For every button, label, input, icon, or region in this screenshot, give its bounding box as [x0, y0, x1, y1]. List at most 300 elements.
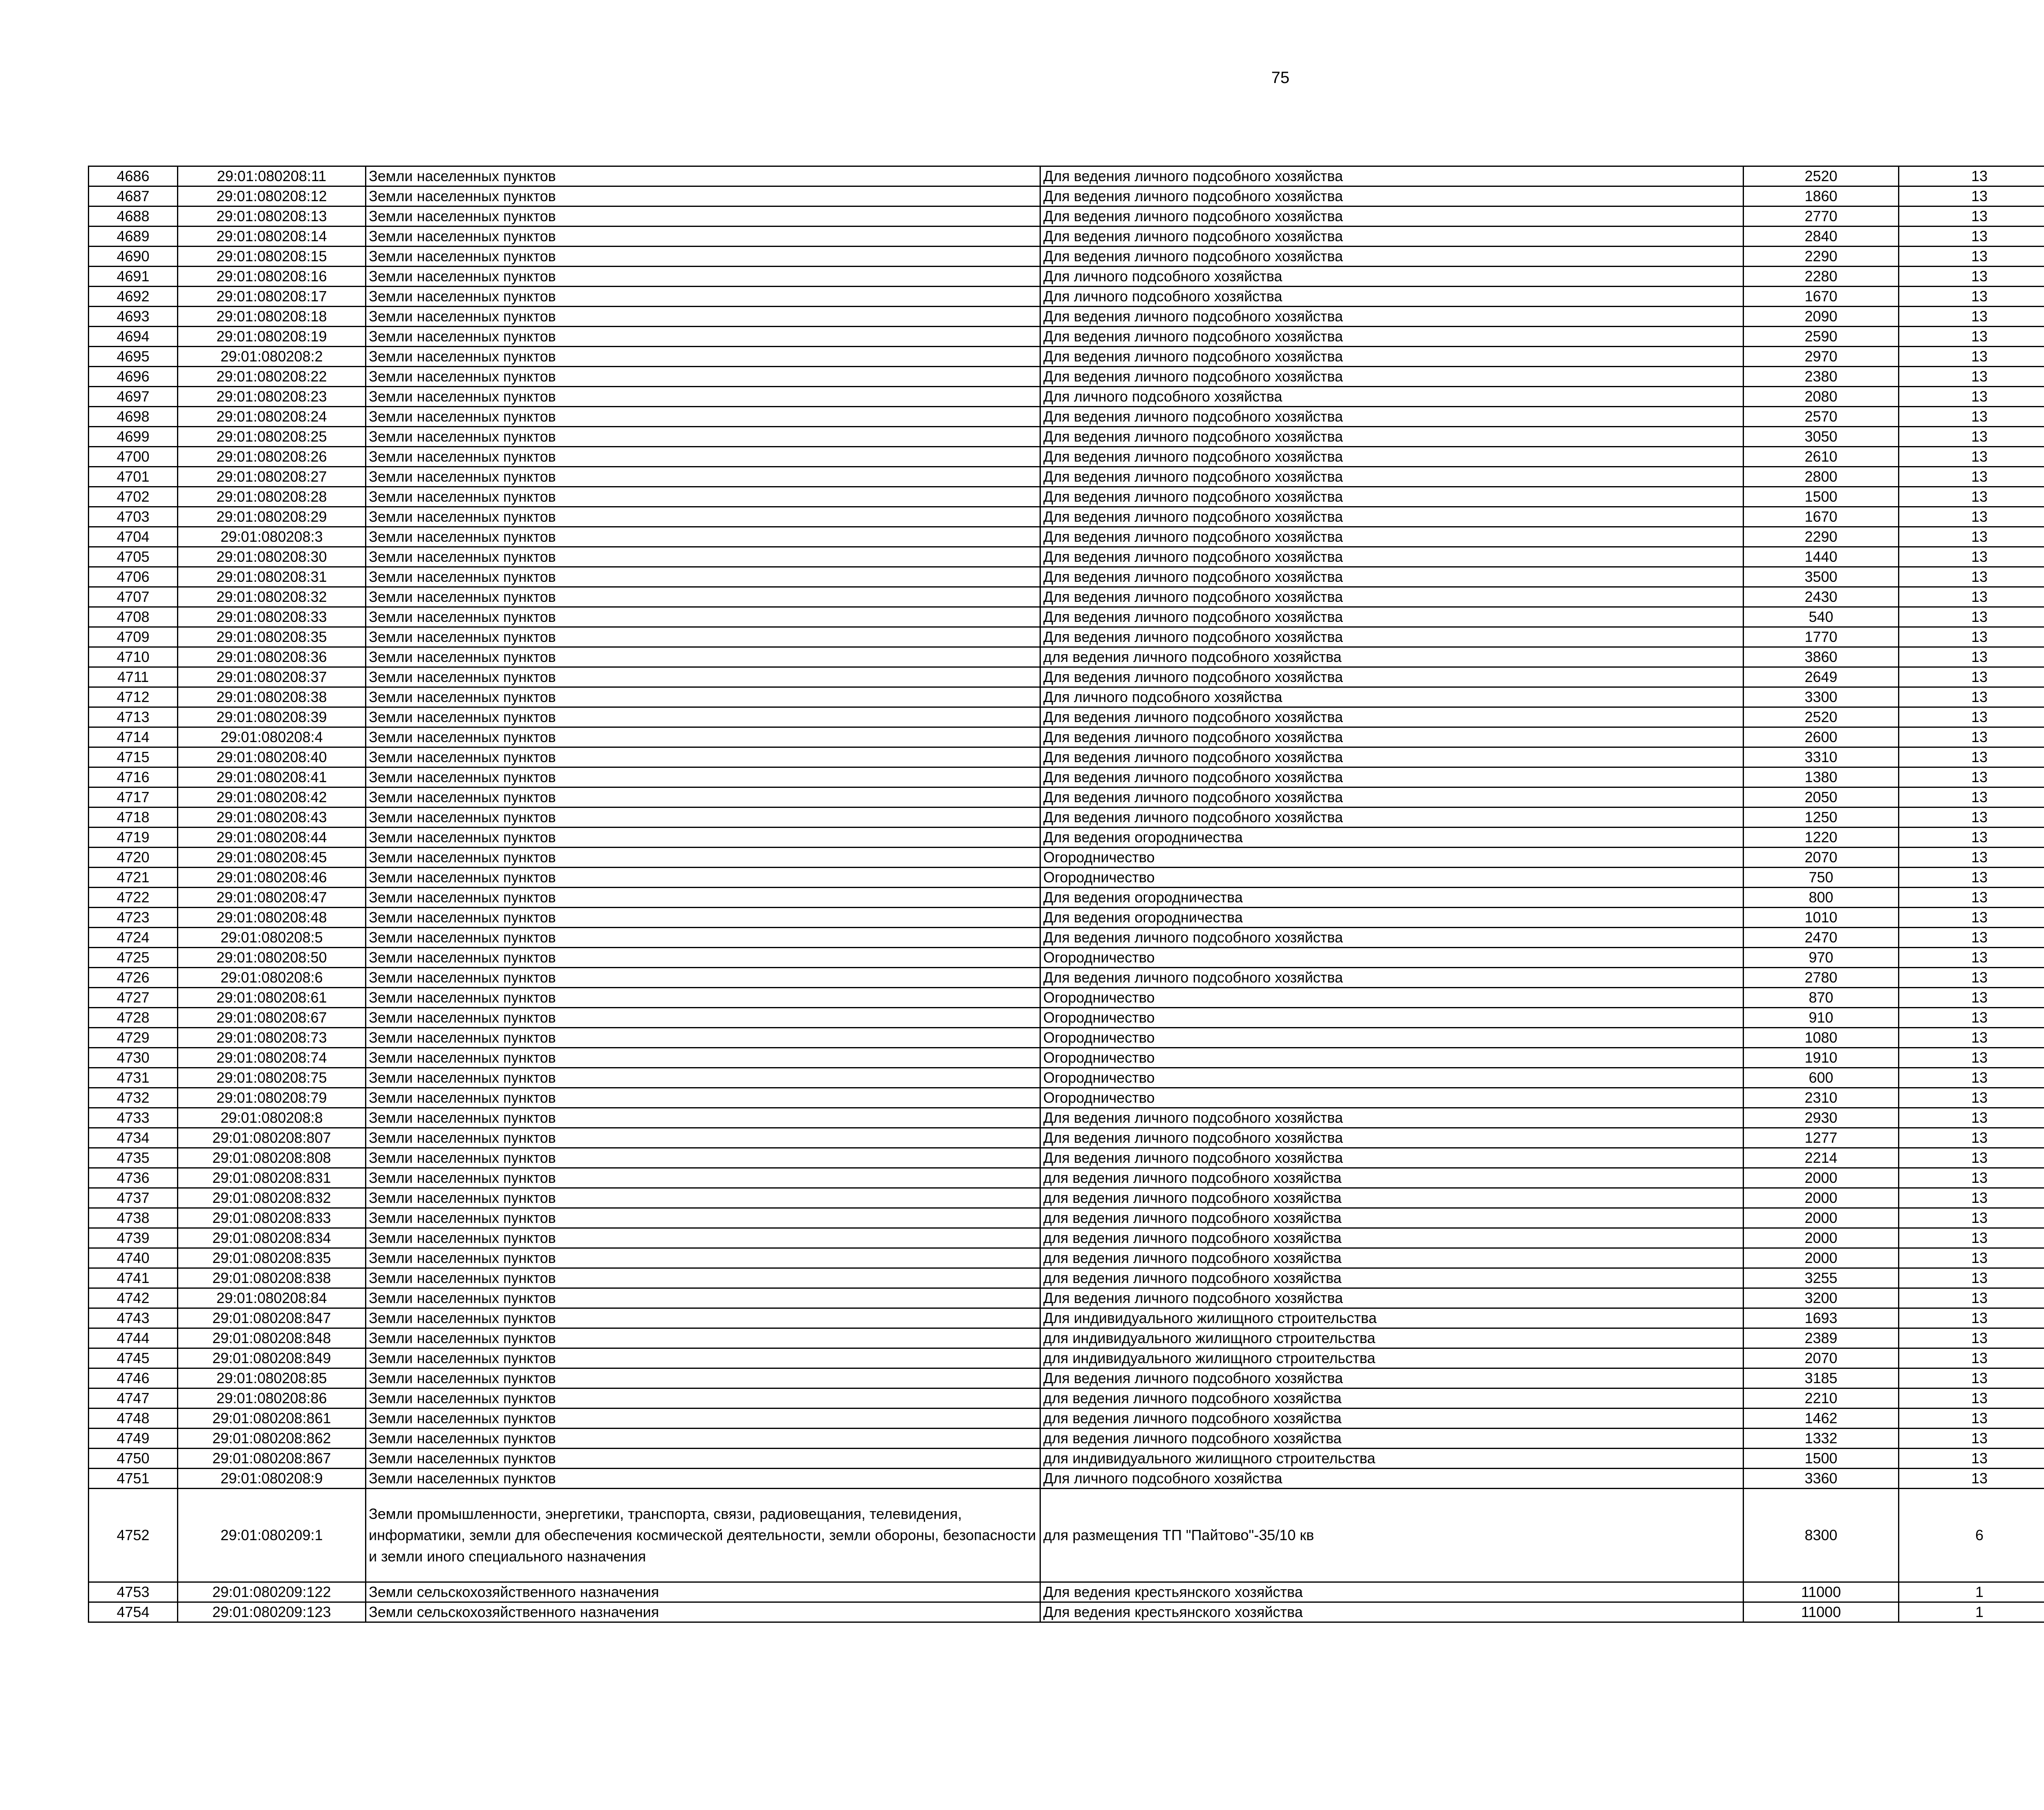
row-number-cell: 4709	[89, 627, 178, 647]
area-cell: 2380	[1744, 367, 1899, 387]
table-row	[89, 627, 2044, 647]
area-cell: 750	[1744, 868, 1899, 888]
table-row	[89, 787, 2044, 807]
table-row	[89, 407, 2044, 427]
area-cell: 910	[1744, 1008, 1899, 1028]
row-number-cell: 4708	[89, 607, 178, 627]
table-row	[89, 1429, 2044, 1449]
land-category-cell: Земли населенных пунктов	[366, 667, 1040, 687]
table-row	[89, 447, 2044, 467]
land-category-cell: Земли населенных пунктов	[366, 1168, 1040, 1188]
group-cell: 13	[1899, 1288, 2044, 1308]
area-cell: 2000	[1744, 1188, 1899, 1208]
row-number-cell: 4698	[89, 407, 178, 427]
cadastral-number-cell: 29:01:080208:79	[178, 1088, 366, 1108]
cadastral-number-cell: 29:01:080208:17	[178, 287, 366, 307]
row-number-cell: 4713	[89, 707, 178, 727]
row-number-cell: 4754	[89, 1602, 178, 1622]
table-row	[89, 1368, 2044, 1388]
permitted-use-cell: для индивидуального жилищного строительства	[1040, 1348, 1744, 1368]
cadastral-number-cell: 29:01:080208:3	[178, 527, 366, 547]
area-cell: 2000	[1744, 1248, 1899, 1268]
permitted-use-cell: Огородничество	[1040, 848, 1744, 868]
permitted-use-cell: Для ведения личного подсобного хозяйства	[1040, 607, 1744, 627]
table-row	[89, 647, 2044, 667]
permitted-use-cell: Для ведения личного подсобного хозяйства	[1040, 1108, 1744, 1128]
group-cell: 13	[1899, 747, 2044, 767]
row-number-cell: 4703	[89, 507, 178, 527]
table-row	[89, 347, 2044, 367]
group-cell: 13	[1899, 868, 2044, 888]
land-category-cell: Земли населенных пунктов	[366, 1368, 1040, 1388]
cadastral-number-cell: 29:01:080208:46	[178, 868, 366, 888]
land-category-cell: Земли населенных пунктов	[366, 948, 1040, 968]
row-number-cell: 4716	[89, 767, 178, 787]
area-cell: 2800	[1744, 467, 1899, 487]
cadastral-number-cell: 29:01:080208:35	[178, 627, 366, 647]
table-row	[89, 1108, 2044, 1128]
table-row	[89, 287, 2044, 307]
row-number-cell: 4700	[89, 447, 178, 467]
area-cell: 2840	[1744, 227, 1899, 247]
permitted-use-cell: Для ведения личного подсобного хозяйства	[1040, 1128, 1744, 1148]
table-row	[89, 247, 2044, 267]
permitted-use-cell: Для ведения личного подсобного хозяйства	[1040, 407, 1744, 427]
table-row	[89, 1582, 2044, 1602]
cadastral-number-cell: 29:01:080208:838	[178, 1268, 366, 1288]
group-cell: 13	[1899, 787, 2044, 807]
table-row	[89, 387, 2044, 407]
permitted-use-cell: для ведения личного подсобного хозяйства	[1040, 1228, 1744, 1248]
cadastral-number-cell: 29:01:080208:849	[178, 1348, 366, 1368]
cadastral-number-cell: 29:01:080208:862	[178, 1429, 366, 1449]
land-category-cell: Земли населенных пунктов	[366, 1008, 1040, 1028]
row-number-cell: 4747	[89, 1388, 178, 1409]
land-category-cell: Земли населенных пунктов	[366, 1449, 1040, 1469]
cadastral-number-cell: 29:01:080208:2	[178, 347, 366, 367]
group-cell: 13	[1899, 948, 2044, 968]
permitted-use-cell: Для ведения личного подсобного хозяйства	[1040, 667, 1744, 687]
row-number-cell: 4705	[89, 547, 178, 567]
area-cell: 600	[1744, 1068, 1899, 1088]
area-cell: 1670	[1744, 287, 1899, 307]
area-cell: 1080	[1744, 1028, 1899, 1048]
table-row	[89, 707, 2044, 727]
permitted-use-cell: Для ведения огородничества	[1040, 908, 1744, 928]
row-number-cell: 4707	[89, 587, 178, 607]
group-cell: 13	[1899, 587, 2044, 607]
table-row	[89, 667, 2044, 687]
table-row	[89, 467, 2044, 487]
table-row	[89, 367, 2044, 387]
row-number-cell: 4696	[89, 367, 178, 387]
row-number-cell: 4730	[89, 1048, 178, 1068]
group-cell: 13	[1899, 1248, 2044, 1268]
cadastral-number-cell: 29:01:080208:11	[178, 166, 366, 186]
land-category-cell: Земли населенных пунктов	[366, 828, 1040, 848]
group-cell: 13	[1899, 1028, 2044, 1048]
table-row	[89, 747, 2044, 767]
row-number-cell: 4720	[89, 848, 178, 868]
area-cell: 1277	[1744, 1128, 1899, 1148]
group-cell: 13	[1899, 267, 2044, 287]
row-number-cell: 4726	[89, 968, 178, 988]
land-category-cell: Земли населенных пунктов	[366, 1409, 1040, 1429]
permitted-use-cell: Для ведения огородничества	[1040, 828, 1744, 848]
cadastral-number-cell: 29:01:080208:50	[178, 948, 366, 968]
permitted-use-cell: Для ведения личного подсобного хозяйства	[1040, 347, 1744, 367]
cadastral-number-cell: 29:01:080208:861	[178, 1409, 366, 1429]
table-row	[89, 1602, 2044, 1622]
area-cell: 11000	[1744, 1602, 1899, 1622]
land-category-cell: Земли населенных пунктов	[366, 1348, 1040, 1368]
table-row	[89, 1248, 2044, 1268]
permitted-use-cell: для размещения ТП "Пайтово"-35/10 кв	[1040, 1489, 1744, 1582]
table-row	[89, 1068, 2044, 1088]
table-row	[89, 1128, 2044, 1148]
cadastral-number-cell: 29:01:080208:44	[178, 828, 366, 848]
permitted-use-cell: Для ведения личного подсобного хозяйства	[1040, 547, 1744, 567]
cadastral-number-cell: 29:01:080208:867	[178, 1449, 366, 1469]
row-number-cell: 4736	[89, 1168, 178, 1188]
row-number-cell: 4711	[89, 667, 178, 687]
permitted-use-cell: для ведения личного подсобного хозяйства	[1040, 1188, 1744, 1208]
land-category-cell: Земли населенных пунктов	[366, 607, 1040, 627]
row-number-cell: 4727	[89, 988, 178, 1008]
group-cell: 13	[1899, 1168, 2044, 1188]
area-cell: 1440	[1744, 547, 1899, 567]
permitted-use-cell: Для личного подсобного хозяйства	[1040, 1469, 1744, 1489]
group-cell: 13	[1899, 647, 2044, 667]
row-number-cell: 4719	[89, 828, 178, 848]
area-cell: 2600	[1744, 727, 1899, 747]
area-cell: 3860	[1744, 647, 1899, 667]
group-cell: 13	[1899, 347, 2044, 367]
table-row	[89, 1208, 2044, 1228]
area-cell: 2930	[1744, 1108, 1899, 1128]
group-cell: 13	[1899, 507, 2044, 527]
cadastral-number-cell: 29:01:080208:5	[178, 928, 366, 948]
table-row	[89, 1409, 2044, 1429]
group-cell: 13	[1899, 968, 2044, 988]
land-category-cell: Земли населенных пунктов	[366, 387, 1040, 407]
table-row	[89, 1308, 2044, 1328]
group-cell: 13	[1899, 1148, 2044, 1168]
row-number-cell: 4721	[89, 868, 178, 888]
area-cell: 2090	[1744, 307, 1899, 327]
cadastral-number-cell: 29:01:080208:45	[178, 848, 366, 868]
row-number-cell: 4732	[89, 1088, 178, 1108]
area-cell: 3310	[1744, 747, 1899, 767]
table-row	[89, 888, 2044, 908]
group-cell: 13	[1899, 888, 2044, 908]
group-cell: 13	[1899, 186, 2044, 206]
group-cell: 13	[1899, 1008, 2044, 1028]
permitted-use-cell: Огородничество	[1040, 1048, 1744, 1068]
cadastral-number-cell: 29:01:080208:19	[178, 327, 366, 347]
permitted-use-cell: Для ведения крестьянского хозяйства	[1040, 1602, 1744, 1622]
area-cell: 2520	[1744, 707, 1899, 727]
land-category-cell: Земли населенных пунктов	[366, 467, 1040, 487]
land-category-cell: Земли населенных пунктов	[366, 507, 1040, 527]
cadastral-number-cell: 29:01:080208:37	[178, 667, 366, 687]
permitted-use-cell: Для личного подсобного хозяйства	[1040, 687, 1744, 707]
cadastral-number-cell: 29:01:080208:33	[178, 607, 366, 627]
land-category-cell: Земли населенных пунктов	[366, 1128, 1040, 1148]
permitted-use-cell: для ведения личного подсобного хозяйства	[1040, 1208, 1744, 1228]
group-cell: 13	[1899, 1328, 2044, 1348]
cadastral-number-cell: 29:01:080208:84	[178, 1288, 366, 1308]
cadastral-number-cell: 29:01:080208:39	[178, 707, 366, 727]
permitted-use-cell: Для ведения личного подсобного хозяйства	[1040, 807, 1744, 828]
table-row	[89, 1088, 2044, 1108]
cadastral-number-cell: 29:01:080208:807	[178, 1128, 366, 1148]
group-cell: 13	[1899, 1469, 2044, 1489]
table-row	[89, 206, 2044, 227]
row-number-cell: 4753	[89, 1582, 178, 1602]
cadastral-number-cell: 29:01:080208:16	[178, 267, 366, 287]
row-number-cell: 4750	[89, 1449, 178, 1469]
permitted-use-cell: Для ведения личного подсобного хозяйства	[1040, 227, 1744, 247]
group-cell: 13	[1899, 427, 2044, 447]
land-category-cell: Земли населенных пунктов	[366, 427, 1040, 447]
permitted-use-cell: Огородничество	[1040, 1008, 1744, 1028]
land-category-cell: Земли населенных пунктов	[366, 787, 1040, 807]
permitted-use-cell: Огородничество	[1040, 988, 1744, 1008]
cadastral-number-cell: 29:01:080208:831	[178, 1168, 366, 1188]
row-number-cell: 4744	[89, 1328, 178, 1348]
area-cell: 2070	[1744, 1348, 1899, 1368]
area-cell: 2000	[1744, 1228, 1899, 1248]
group-cell: 13	[1899, 467, 2044, 487]
area-cell: 1670	[1744, 507, 1899, 527]
row-number-cell: 4745	[89, 1348, 178, 1368]
cadastral-number-cell: 29:01:080208:8	[178, 1108, 366, 1128]
row-number-cell: 4735	[89, 1148, 178, 1168]
permitted-use-cell: Для личного подсобного хозяйства	[1040, 267, 1744, 287]
area-cell: 2290	[1744, 247, 1899, 267]
table-row	[89, 1228, 2044, 1248]
row-number-cell: 4722	[89, 888, 178, 908]
area-cell: 2210	[1744, 1388, 1899, 1409]
group-cell: 13	[1899, 367, 2044, 387]
group-cell: 13	[1899, 667, 2044, 687]
group-cell: 13	[1899, 707, 2044, 727]
table-row	[89, 1028, 2044, 1048]
land-category-cell: Земли населенных пунктов	[366, 888, 1040, 908]
permitted-use-cell: для ведения личного подсобного хозяйства	[1040, 1268, 1744, 1288]
area-cell: 1770	[1744, 627, 1899, 647]
area-cell: 2310	[1744, 1088, 1899, 1108]
land-category-cell: Земли населенных пунктов	[366, 206, 1040, 227]
land-category-cell: Земли населенных пунктов	[366, 287, 1040, 307]
row-number-cell: 4687	[89, 186, 178, 206]
table-row	[89, 727, 2044, 747]
area-cell: 1462	[1744, 1409, 1899, 1429]
area-cell: 2770	[1744, 206, 1899, 227]
permitted-use-cell: Для ведения личного подсобного хозяйства	[1040, 487, 1744, 507]
table-row	[89, 848, 2044, 868]
row-number-cell: 4695	[89, 347, 178, 367]
land-category-cell: Земли населенных пунктов	[366, 1188, 1040, 1208]
area-cell: 1380	[1744, 767, 1899, 787]
land-category-cell: Земли населенных пунктов	[366, 928, 1040, 948]
area-cell: 2590	[1744, 327, 1899, 347]
land-category-cell: Земли населенных пунктов	[366, 1228, 1040, 1248]
land-category-cell: Земли населенных пунктов	[366, 487, 1040, 507]
land-category-cell: Земли населенных пунктов	[366, 727, 1040, 747]
table-row	[89, 868, 2044, 888]
area-cell: 1010	[1744, 908, 1899, 928]
land-category-cell: Земли населенных пунктов	[366, 186, 1040, 206]
cadastral-number-cell: 29:01:080208:43	[178, 807, 366, 828]
cadastral-number-cell: 29:01:080209:1	[178, 1489, 366, 1582]
table-row	[89, 988, 2044, 1008]
area-cell: 1220	[1744, 828, 1899, 848]
permitted-use-cell: Для личного подсобного хозяйства	[1040, 287, 1744, 307]
land-category-cell: Земли населенных пунктов	[366, 627, 1040, 647]
permitted-use-cell: для ведения личного подсобного хозяйства	[1040, 647, 1744, 667]
permitted-use-cell: Для ведения личного подсобного хозяйства	[1040, 587, 1744, 607]
cadastral-number-cell: 29:01:080208:9	[178, 1469, 366, 1489]
group-cell: 13	[1899, 848, 2044, 868]
land-category-cell: Земли сельскохозяйственного назначения	[366, 1582, 1040, 1602]
permitted-use-cell: Для ведения личного подсобного хозяйства	[1040, 307, 1744, 327]
table-body	[89, 166, 2044, 1622]
permitted-use-cell: Огородничество	[1040, 1028, 1744, 1048]
area-cell: 2970	[1744, 347, 1899, 367]
row-number-cell: 4725	[89, 948, 178, 968]
land-category-cell: Земли населенных пунктов	[366, 848, 1040, 868]
row-number-cell: 4693	[89, 307, 178, 327]
area-cell: 1860	[1744, 186, 1899, 206]
permitted-use-cell: Для личного подсобного хозяйства	[1040, 387, 1744, 407]
land-category-cell: Земли населенных пунктов	[366, 1048, 1040, 1068]
table-row	[89, 687, 2044, 707]
area-cell: 3300	[1744, 687, 1899, 707]
group-cell: 13	[1899, 287, 2044, 307]
land-category-cell: Земли населенных пунктов	[366, 807, 1040, 828]
group-cell: 13	[1899, 407, 2044, 427]
area-cell: 800	[1744, 888, 1899, 908]
group-cell: 13	[1899, 387, 2044, 407]
row-number-cell: 4699	[89, 427, 178, 447]
land-category-cell: Земли населенных пунктов	[366, 767, 1040, 787]
land-category-cell: Земли населенных пунктов	[366, 347, 1040, 367]
table-row	[89, 327, 2044, 347]
permitted-use-cell: Для ведения личного подсобного хозяйства	[1040, 928, 1744, 948]
cadastral-number-cell: 29:01:080208:40	[178, 747, 366, 767]
area-cell: 11000	[1744, 1582, 1899, 1602]
permitted-use-cell: Для ведения личного подсобного хозяйства	[1040, 567, 1744, 587]
group-cell: 13	[1899, 767, 2044, 787]
table-row	[89, 507, 2044, 527]
permitted-use-cell: Огородничество	[1040, 948, 1744, 968]
row-number-cell: 4712	[89, 687, 178, 707]
group-cell: 13	[1899, 1228, 2044, 1248]
table-row	[89, 1048, 2044, 1068]
row-number-cell: 4728	[89, 1008, 178, 1028]
cadastral-number-cell: 29:01:080208:15	[178, 247, 366, 267]
table-row	[89, 1168, 2044, 1188]
group-cell: 13	[1899, 807, 2044, 828]
land-category-cell: Земли населенных пунктов	[366, 1429, 1040, 1449]
row-number-cell: 4740	[89, 1248, 178, 1268]
area-cell: 2290	[1744, 527, 1899, 547]
cadastral-number-cell: 29:01:080208:18	[178, 307, 366, 327]
row-number-cell: 4734	[89, 1128, 178, 1148]
land-category-cell: Земли населенных пунктов	[366, 1248, 1040, 1268]
area-cell: 1500	[1744, 487, 1899, 507]
group-cell: 13	[1899, 1308, 2044, 1328]
group-cell: 13	[1899, 567, 2044, 587]
group-cell: 13	[1899, 1409, 2044, 1429]
land-category-cell: Земли населенных пунктов	[366, 547, 1040, 567]
permitted-use-cell: для индивидуального жилищного строительства	[1040, 1449, 1744, 1469]
permitted-use-cell: для ведения личного подсобного хозяйства	[1040, 1409, 1744, 1429]
land-category-cell: Земли населенных пунктов	[366, 1288, 1040, 1308]
permitted-use-cell: Для ведения личного подсобного хозяйства	[1040, 367, 1744, 387]
land-category-cell: Земли населенных пунктов	[366, 307, 1040, 327]
row-number-cell: 4704	[89, 527, 178, 547]
group-cell: 13	[1899, 1088, 2044, 1108]
permitted-use-cell: Для ведения личного подсобного хозяйства	[1040, 747, 1744, 767]
table-row	[89, 587, 2044, 607]
permitted-use-cell: Для индивидуального жилищного строительства	[1040, 1308, 1744, 1328]
land-category-cell: Земли населенных пунктов	[366, 227, 1040, 247]
cadastral-number-cell: 29:01:080208:22	[178, 367, 366, 387]
cadastral-number-cell: 29:01:080208:86	[178, 1388, 366, 1409]
land-category-cell: Земли населенных пунктов	[366, 747, 1040, 767]
permitted-use-cell: Для ведения личного подсобного хозяйства	[1040, 527, 1744, 547]
group-cell: 13	[1899, 627, 2044, 647]
permitted-use-cell: Огородничество	[1040, 868, 1744, 888]
group-cell: 13	[1899, 687, 2044, 707]
land-category-cell: Земли населенных пунктов	[366, 1268, 1040, 1288]
area-cell: 2610	[1744, 447, 1899, 467]
area-cell: 1332	[1744, 1429, 1899, 1449]
area-cell: 2000	[1744, 1208, 1899, 1228]
land-category-cell: Земли населенных пунктов	[366, 1068, 1040, 1088]
land-category-cell: Земли населенных пунктов	[366, 968, 1040, 988]
cadastral-number-cell: 29:01:080208:848	[178, 1328, 366, 1348]
row-number-cell: 4748	[89, 1409, 178, 1429]
permitted-use-cell: Для ведения личного подсобного хозяйства	[1040, 767, 1744, 787]
table-row	[89, 1449, 2044, 1469]
area-cell: 2280	[1744, 267, 1899, 287]
area-cell: 2070	[1744, 848, 1899, 868]
row-number-cell: 4742	[89, 1288, 178, 1308]
row-number-cell: 4691	[89, 267, 178, 287]
cadastral-number-cell: 29:01:080208:31	[178, 567, 366, 587]
area-cell: 1500	[1744, 1449, 1899, 1469]
area-cell: 540	[1744, 607, 1899, 627]
area-cell: 2780	[1744, 968, 1899, 988]
land-category-cell: Земли населенных пунктов	[366, 1308, 1040, 1328]
cadastral-number-cell: 29:01:080208:30	[178, 547, 366, 567]
group-cell: 13	[1899, 988, 2044, 1008]
area-cell: 3200	[1744, 1288, 1899, 1308]
group-cell: 13	[1899, 928, 2044, 948]
group-cell: 13	[1899, 1128, 2044, 1148]
land-plot-register-table	[88, 166, 2044, 1623]
cadastral-number-cell: 29:01:080208:41	[178, 767, 366, 787]
group-cell: 13	[1899, 1348, 2044, 1368]
cadastral-number-cell: 29:01:080208:25	[178, 427, 366, 447]
permitted-use-cell: Для ведения личного подсобного хозяйства	[1040, 166, 1744, 186]
land-category-cell: Земли населенных пунктов	[366, 247, 1040, 267]
permitted-use-cell: Для ведения крестьянского хозяйства	[1040, 1582, 1744, 1602]
